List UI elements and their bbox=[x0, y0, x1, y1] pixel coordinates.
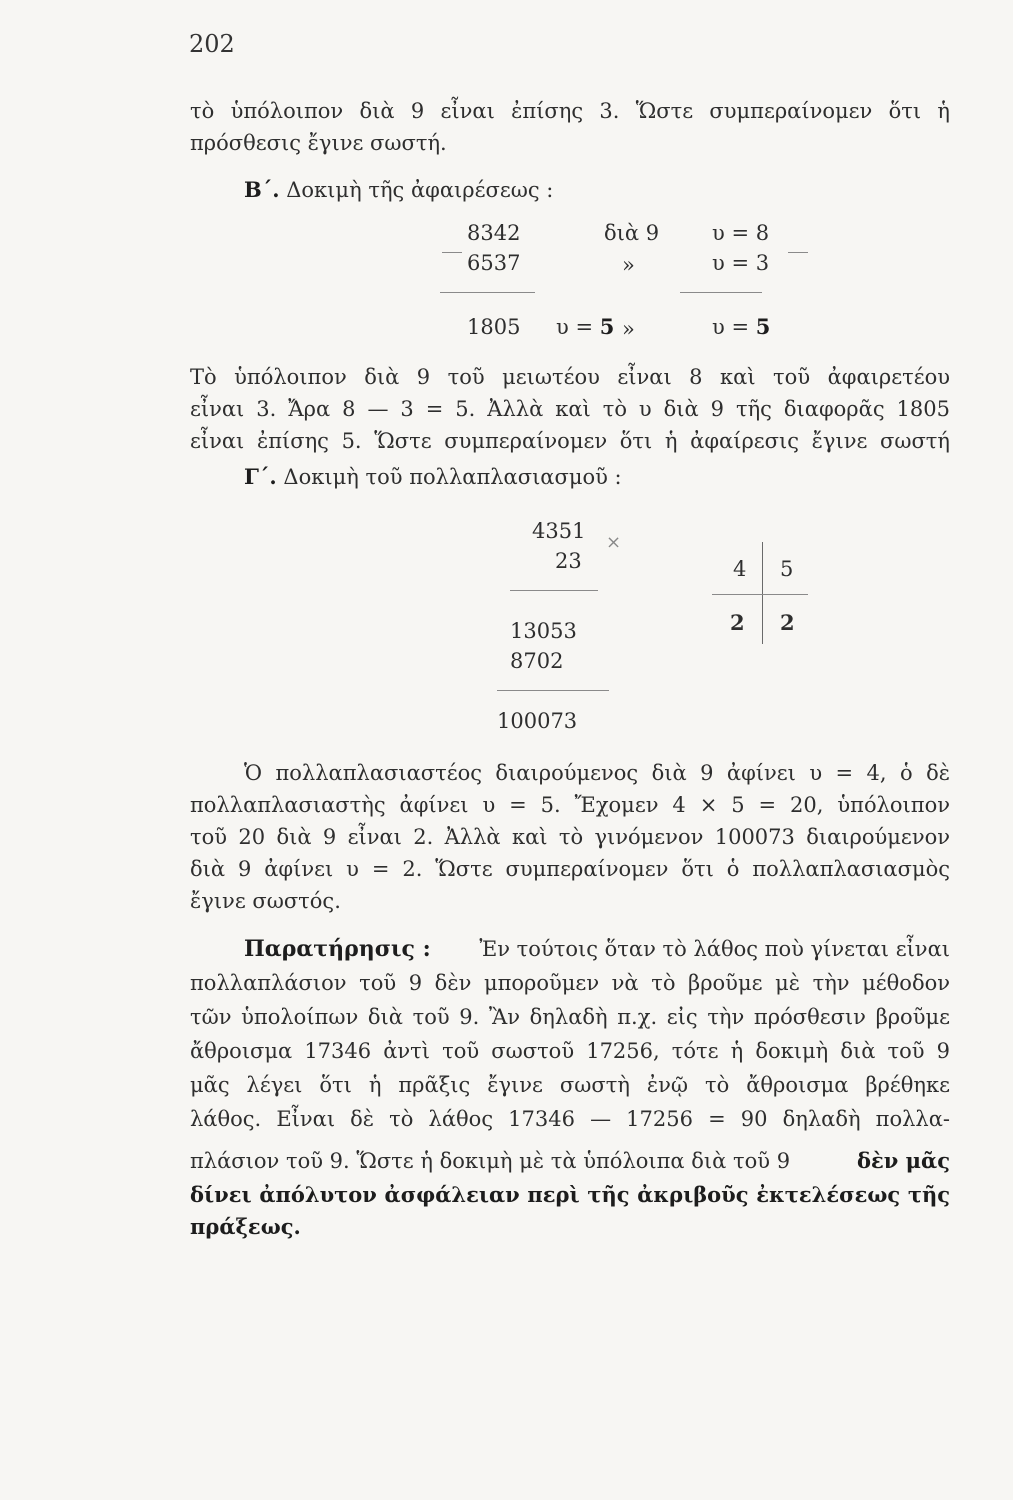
section-c-heading: Δοκιμὴ τοῦ πολλαπλασιασμοῦ : bbox=[283, 465, 622, 489]
remark-first-line: Ἐν τούτοις ὅταν τὸ λάθος ποὺ γίνεται εἶναι bbox=[479, 937, 950, 961]
section-b-heading: Δοκιμὴ τῆς ἀφαιρέσεως : bbox=[286, 178, 554, 202]
check-bottom-left: 2 bbox=[730, 610, 745, 635]
minus-sign-left bbox=[442, 252, 462, 253]
minus-sign-right bbox=[788, 252, 808, 253]
multiplication-rule-2 bbox=[497, 690, 609, 691]
difference-check-prefix: υ = bbox=[712, 315, 750, 339]
remark-line-4: ἄθροισμα 17346 ἀντὶ τοῦ σωστοῦ 17256, τότε ἡ δοκιμὴ διὰ τοῦ 9 bbox=[190, 1039, 950, 1063]
dia9-label: διὰ 9 bbox=[604, 221, 660, 245]
remark-line-8: δίνει ἀπόλυτον ἀσφάλειαν περὶ τῆς ἀκριβοῦς ἐκτελέσεως τῆς bbox=[190, 1182, 950, 1207]
remark-line-2: πολλαπλάσιον τοῦ 9 δὲν μποροῦμεν νὰ τὸ βροῦμε μὲ τὴν μέθοδον bbox=[190, 971, 950, 995]
subtrahend-remainder: υ = 3 bbox=[712, 251, 770, 275]
section-b-text-1: Τὸ ὑπόλοιπον διὰ 9 τοῦ μειωτέου εἶναι 8 καὶ τοῦ ἀφαιρετέου bbox=[190, 365, 950, 389]
remark-line-7-normal: πλάσιον τοῦ 9. Ὥστε ἡ δοκιμὴ μὲ τὰ ὑπόλοιπα διὰ τοῦ 9 bbox=[190, 1149, 791, 1173]
page-number: 202 bbox=[189, 30, 235, 58]
intro-line-2: πρόσθεσις ἔγινε σωστή. bbox=[190, 131, 447, 155]
subtrahend: 6537 bbox=[467, 251, 521, 275]
difference-check bbox=[712, 314, 770, 340]
remark-line-6: λάθος. Εἶναι δὲ τὸ λάθος 17346 — 17256 = 90 δηλαδὴ πολλα- bbox=[190, 1107, 950, 1131]
section-c-text-4: διὰ 9 ἀφίνει υ = 2. Ὥστε συμπεραίνομεν ὅτι ὁ πολλαπλασιασμὸς bbox=[190, 857, 950, 881]
remark-line-3: τῶν ὑπολοίπων διὰ τοῦ 9. Ἂν δηλαδὴ π.χ. εἰς τὴν πρόσθεσιν βροῦμε bbox=[190, 1005, 950, 1029]
difference: 1805 bbox=[467, 315, 521, 339]
section-b-text-2: εἶναι 3. Ἄρα 8 — 3 = 5. Ἀλλὰ καὶ τὸ υ διὰ 9 τῆς διαφορᾶς 1805 bbox=[190, 397, 950, 421]
remark-line-5: μᾶς λέγει ὅτι ἡ πρᾶξις ἔγινε σωστὴ ἐνῷ τὸ ἄθροισμα βρέθηκε bbox=[190, 1073, 950, 1097]
remark-line-7-bold: δὲν μᾶς bbox=[857, 1148, 950, 1173]
section-b-label: Β΄. bbox=[244, 177, 280, 202]
check-bottom-right: 2 bbox=[780, 610, 795, 635]
remark-label: Παρατήρησις : bbox=[244, 936, 431, 962]
partial-product-1: 13053 bbox=[510, 619, 577, 643]
times-sign: × bbox=[606, 532, 622, 553]
minuend: 8342 bbox=[467, 221, 521, 245]
ditto-mark-1: » bbox=[622, 253, 635, 277]
difference-check-value: 5 bbox=[755, 314, 771, 339]
section-c-text-5: ἔγινε σωστός. bbox=[190, 889, 341, 913]
section-c-text-3: τοῦ 20 διὰ 9 εἶναι 2. Ἀλλὰ καὶ τὸ γινόμενον 100073 διαιρούμενον bbox=[190, 825, 950, 849]
section-c-heading-line bbox=[244, 462, 1004, 492]
remark-line-7 bbox=[190, 1146, 950, 1176]
subtraction-rule-left bbox=[440, 292, 535, 293]
ditto-mark-2: » bbox=[622, 317, 635, 341]
section-c-label: Γ΄. bbox=[244, 464, 277, 489]
section-b-heading-line bbox=[244, 175, 1004, 205]
check-top-left: 4 bbox=[733, 557, 747, 581]
section-b-text-3: εἶναι ἐπίσης 5. Ὥστε συμπεραίνομεν ὅτι ἡ ἀφαίρεσις ἔγινε σωστή bbox=[190, 429, 950, 453]
subtraction-rule-right bbox=[680, 292, 762, 293]
partial-product-2: 8702 bbox=[510, 649, 564, 673]
check-cross-horizontal bbox=[712, 594, 808, 595]
section-c-text-2: πολλαπλασιαστὴς ἀφίνει υ = 5. Ἔχομεν 4 × 5 = 20, ὑπόλοιπον bbox=[190, 793, 950, 817]
section-c-text-1: Ὁ πολλαπλασιαστέος διαιρούμενος διὰ 9 ἀφίνει υ = 4, ὁ δὲ bbox=[244, 761, 950, 785]
remark-line-9: πράξεως. bbox=[190, 1214, 301, 1239]
check-cross-vertical bbox=[762, 542, 763, 644]
difference-remainder bbox=[556, 314, 614, 340]
difference-remainder-value: 5 bbox=[599, 314, 615, 339]
multiplication-rule-1 bbox=[510, 590, 598, 591]
intro-line-1: τὸ ὑπόλοιπον διὰ 9 εἶναι ἐπίσης 3. Ὥστε συμπεραίνομεν ὅτι ἡ bbox=[190, 99, 950, 123]
difference-remainder-prefix: υ = bbox=[556, 315, 594, 339]
product: 100073 bbox=[497, 709, 578, 733]
minuend-remainder: υ = 8 bbox=[712, 221, 770, 245]
multiplicand: 4351 bbox=[532, 519, 586, 543]
check-top-right: 5 bbox=[780, 557, 794, 581]
multiplier: 23 bbox=[555, 549, 582, 573]
remark-line-1 bbox=[244, 934, 950, 964]
